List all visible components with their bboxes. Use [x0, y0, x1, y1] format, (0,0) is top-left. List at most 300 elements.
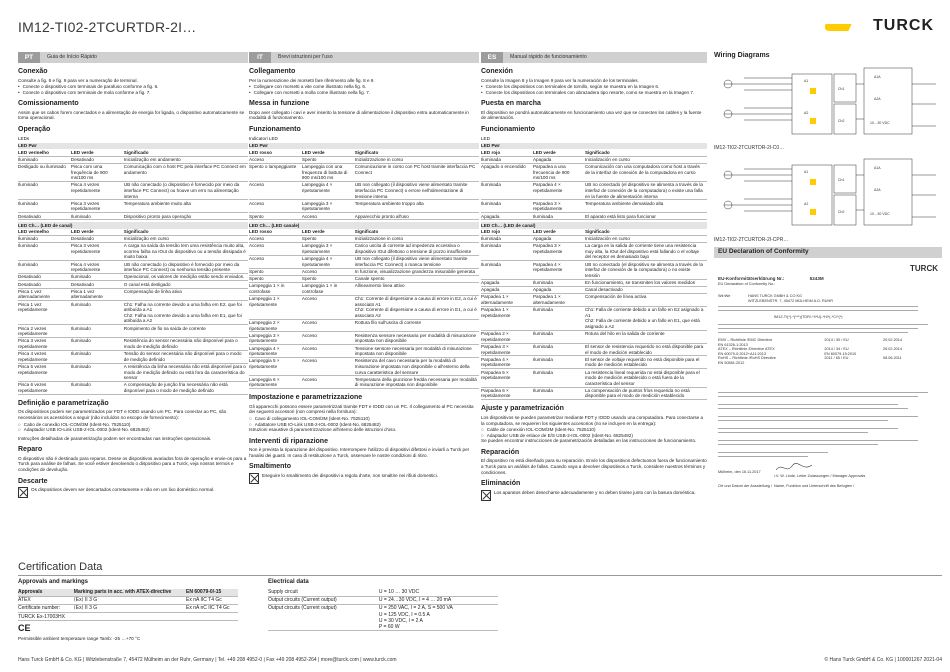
- paragraph: Eseguire lo smaltimento dei dispositivi a regola d'arte, non smaltire nei rifiuti domestici.: [262, 472, 439, 478]
- table-cell: El aparato está listo para funcionar: [584, 213, 656, 219]
- table-cell: Inicialização em andamento: [123, 156, 181, 162]
- table-cell: Pisca 1 vez alternadamente: [18, 288, 50, 300]
- table-row: [481, 235, 707, 242]
- table-row: [481, 343, 707, 356]
- table-row: [481, 356, 707, 369]
- table-cell: Apagada: [481, 280, 500, 286]
- table-row: [249, 163, 479, 181]
- table-header-cell: LED rojo: [481, 228, 501, 234]
- lang-code: IT: [249, 52, 271, 63]
- table-header-cell: LED vermelho: [18, 228, 49, 234]
- table-header-cell: Significado: [584, 228, 610, 234]
- table-cell: A resistência da linha necessária não está disponível para o modo de medição definido ou está fora da característica do sensor: [123, 363, 246, 381]
- table-cell: Spento: [301, 236, 317, 242]
- section-heading: Interventi di riparazione: [249, 437, 328, 445]
- table-cell: Iluminada: [532, 369, 553, 375]
- table-cell: Comunicação com o host PC pela interface PC Connect em andamento: [123, 164, 246, 175]
- eu-place: Mülheim, den 16.11.2017: [718, 469, 761, 474]
- eu-we: Wir/We: [718, 293, 731, 298]
- table-cell: Apagada: [481, 213, 500, 219]
- table-group-label: LED Ch… (LED de canal): [18, 222, 73, 228]
- table-cell: Pisca 2 vezes repetidamente: [18, 325, 48, 337]
- table-header-cell: LED rosso: [249, 228, 272, 234]
- table-cell: Iluminada: [481, 261, 501, 267]
- table-cell: Parpadea 3 × repetidamente: [532, 200, 563, 212]
- section-heading: Smaltimento: [249, 463, 292, 471]
- eu-title: EU-Konformitätserklärung Nr.:: [718, 275, 785, 281]
- table-row: [18, 200, 248, 213]
- table-row: [481, 294, 707, 307]
- table-row: [481, 369, 707, 387]
- table-cell: Comunicación con una computadora como host a través de la interfaz de conexión de la computadora en curso: [584, 164, 700, 175]
- eu-standard-cell: EN 60079-15:2010: [824, 351, 857, 356]
- approvals-cell: [74, 613, 186, 621]
- eu-product: IM12-TI(*)-*(***)(TDR/-*I/*U)-*H/*(-*C/*(*): [774, 314, 843, 319]
- table-cell: Lampeggia 4 × ripetutamente: [301, 182, 333, 193]
- electrical-body: [268, 589, 498, 631]
- table-cell: Pisca 3 vezes repetidamente: [18, 338, 48, 349]
- table-cell: Desativado: [70, 281, 94, 287]
- disposal-row: [18, 487, 248, 498]
- accessory-item: ○ Adaptador USB IO-Link USB-2-IOL-0002 (Ident-No. 6825482): [18, 427, 248, 433]
- table-cell: Spento: [301, 156, 317, 162]
- column-right: [714, 52, 942, 522]
- eu-logo: TURCK: [910, 263, 938, 273]
- table-cell: En funcionamiento, se transmiten los valores medidos: [584, 280, 695, 286]
- table-cell: Iluminada: [532, 356, 553, 362]
- section-heading: Eliminación: [481, 480, 521, 488]
- table-cell: Pisca 5 vezes repetidamente: [18, 363, 48, 375]
- table-cell: Ch1: Falla de corriente debido a un fallo en E2 asignado a A1 Ch2: Falla de corriente debido a un fallo en E1, que está asignado a A2: [584, 307, 704, 329]
- led-pwr-table: [481, 143, 707, 220]
- svg-text:A1A: A1A: [874, 166, 881, 171]
- table-cell: Acceso: [301, 319, 317, 325]
- table-cell: Rompimento de fio na saída de corrente: [123, 325, 206, 331]
- approvals-table: [18, 589, 238, 621]
- accessory-item: ○ Cavo di collegamento IOL-COM/3M (Ident-No. 7525110): [249, 416, 479, 422]
- led-pwr-table: [249, 143, 479, 220]
- table-cell: Temperatura ambiente muito alta: [123, 200, 191, 206]
- table-cell: Iluminado: [70, 213, 91, 219]
- table-cell: Iluminada: [532, 213, 553, 219]
- table-cell: Dispositivo pronto para operação: [123, 213, 192, 219]
- accessory-item: ○ Adaptador USB de enlace de E/S USB-2-IOL-0002 (Ident-No. 6825482): [481, 433, 707, 439]
- table-row: [18, 301, 248, 325]
- table-header-cell: LED verde: [301, 149, 325, 155]
- table-cell: Tensão do sensor necessária não disponível para o modo de medição definido: [123, 351, 242, 362]
- table-cell: Pisca 3 vezes repetidamente: [70, 243, 101, 254]
- table-cell: Parpadea 3 × repetidamente: [532, 243, 563, 254]
- table-row: [249, 282, 479, 295]
- table-cell: Acceso: [301, 268, 317, 274]
- svg-text:A2A: A2A: [874, 188, 881, 193]
- approvals-row: [18, 596, 238, 604]
- crossed-bin-icon: [249, 473, 259, 484]
- led-pwr-table: [18, 143, 248, 220]
- table-cell: Acceso: [301, 358, 317, 364]
- table-cell: Iluminado: [70, 363, 91, 369]
- table-cell: UB no conectado (el dispositivo se alimenta a través de la interfaz de conexión de la computadora) o no existe tensión: [584, 261, 703, 278]
- table-cell: Desativado: [18, 274, 41, 280]
- section-heading: Comissionamento: [18, 100, 79, 108]
- table-cell: Lampeggia con una frequenza di battuta di 900 ms/100 ms: [301, 164, 348, 181]
- table-cell: Iluminado: [70, 301, 91, 307]
- table-cell: Parpadea 1 × alternadamente: [481, 294, 513, 306]
- lang-bar-pt: [18, 52, 248, 63]
- table-cell: Iluminado: [18, 156, 38, 162]
- table-cell: Acceso: [301, 296, 317, 302]
- section-heading: Reparación: [481, 448, 520, 456]
- eu-standard-cell: ATEX – Richtlinie /Directive ATEX: [718, 347, 775, 352]
- table-cell: Parpadea a una frecuencia de 900 ms/100 ms: [532, 164, 570, 181]
- table-cell: El sensor de resistencia requerido no está disponible para el modo de medición establecido: [584, 343, 704, 355]
- table-cell: Lampeggia 3 × ripetutamente: [301, 243, 333, 254]
- section-heading: Reparo: [18, 446, 43, 454]
- table-cell: Lampeggia 1 × ripetutamente: [249, 296, 280, 307]
- table-cell: Comunicazione in corso con PC host tramite interfaccia PC Connect: [354, 164, 476, 175]
- section-heading: Impostazione e parametrizzazione: [249, 394, 363, 402]
- table-row: [481, 243, 707, 261]
- table-header-cell: LED rosso: [249, 149, 272, 155]
- table-row: [249, 243, 479, 256]
- section-heading: Messa in funzione: [249, 100, 310, 108]
- table-cell: Iluminado: [70, 351, 91, 357]
- table-header-row: [18, 229, 248, 236]
- lang-title: Guia de Início Rápido: [47, 54, 97, 61]
- bullet-list: [249, 84, 479, 95]
- table-cell: Acceso: [249, 200, 265, 206]
- table-cell: Desativado: [70, 156, 94, 162]
- table-cell: Pisca 1 vez alternadamente: [70, 288, 103, 300]
- table-row: [249, 275, 479, 282]
- table-row: [481, 330, 707, 343]
- eu-footer-2: Name, Funktion und Unterschrift des Befugten /: [774, 483, 855, 488]
- electrical-cell: U = 10 … 30 VDC: [378, 589, 420, 596]
- table-row: [481, 286, 707, 293]
- table-row: [18, 182, 248, 200]
- approvals-cell: TURCK Ex-17003HX: [18, 613, 65, 620]
- approvals-cell: ⟨Ex⟩ II 3 G: [73, 605, 98, 612]
- table-cell: Iluminado: [70, 382, 91, 388]
- table-cell: Parpadea 4 × repetidamente: [481, 356, 511, 368]
- table-cell: Spento: [249, 276, 264, 282]
- table-cell: Ch1: Corrente di dispersione a causa di errore in E2, a cui è associato A1 Ch2: Corrente di dispersione a causa di errore in E1, a cui è associato A2: [354, 296, 477, 318]
- table-header-cell: Significado: [584, 149, 610, 155]
- table-row: [18, 274, 248, 281]
- table-header-cell: LED verde: [532, 228, 556, 234]
- table-cell: Inizializzazione in corso: [354, 156, 404, 162]
- table-cell: Iluminada: [481, 156, 501, 162]
- approvals-row: [18, 604, 238, 612]
- table-cell: La resistencia lineal requerida no está disponible para el modo de medición establecido o está fuera de la característica del sensor: [584, 369, 700, 386]
- diagram-label: IM12-TI02-2TCURTDR-2I-CPR…: [714, 236, 789, 243]
- table-cell: El sensor de voltaje requerido no está disponible para el modo de medición establecido: [584, 356, 700, 368]
- table-row: [249, 376, 479, 389]
- table-row: [249, 213, 479, 220]
- table-cell: Lampeggia 3 × ripetutamente: [301, 200, 333, 212]
- table-header-row: [18, 149, 248, 156]
- accessory-list: [18, 422, 248, 433]
- table-row: [481, 279, 707, 286]
- table-cell: Acceso: [301, 376, 317, 382]
- temp-range: Permissible ambient temperature range Tamb: -25 …+70 °C: [18, 636, 141, 642]
- table-cell: Desligado ou iluminado: [18, 164, 66, 170]
- table-row: [481, 261, 707, 279]
- table-cell: Rottura filo sull'uscita di corrente: [354, 319, 422, 325]
- footer-address: Hans Turck GmbH & Co. KG | Witzlebenstraße 7, 45472 Mülheim an der Ruhr, Germany | Tel. +49 208 4952-0 | Fax +49 208 4952-264 | more@turck.com | www.turck.com: [18, 657, 397, 663]
- section-heading: Collegamento: [249, 68, 296, 75]
- table-cell: In funzione, visualizzazione grandezza misurabile generata: [354, 268, 476, 274]
- table-header-cell: LED verde: [70, 228, 94, 234]
- eu-company: HANS TURCK GMBH & CO KG: [748, 293, 802, 298]
- accessory-item: ○ Adattatore USB IO-Link USB-2-IOL-0002 (Ident-No. 6825482): [249, 422, 479, 428]
- paragraph: Assim que os cabos forem conectados e a alimentação de energia for ligada, o dispositivo automaticamente se torna operacional.: [18, 109, 245, 121]
- table-row: [249, 156, 479, 163]
- cert-title: Certification Data: [18, 561, 942, 576]
- table-group-label: LED Ch… (LED canale): [249, 222, 300, 228]
- table-cell: Iluminado: [18, 261, 38, 267]
- table-row: [18, 163, 248, 181]
- table-header-cell: Significado: [123, 228, 149, 234]
- section-heading: Operação: [18, 126, 51, 134]
- ce-mark: CE: [18, 623, 31, 634]
- table-row: [249, 295, 479, 319]
- svg-text:Ch1: Ch1: [838, 86, 845, 91]
- approvals-cell: [186, 613, 238, 621]
- table-cell: La compensación de puntos fríos requerida no está disponible para el modo de medición establecido: [584, 387, 690, 399]
- electrical-cell: Supply circuit: [268, 589, 298, 596]
- paragraph: Per la numerazione dei morsetti fare riferimento alle fig. 8 e 9.: [249, 77, 375, 83]
- svg-text:A2: A2: [804, 202, 809, 207]
- wiring-diagram-2: [714, 155, 942, 233]
- eu-standard-cell: RoHS – Richtlinie /RoHS Directive: [718, 356, 776, 361]
- table-cell: UB non collegato (il dispositivo viene alimentato tramite interfaccia PC Connect) o manca tensione: [354, 256, 468, 267]
- table-header-cell: Significato: [354, 228, 379, 234]
- table-row: [249, 255, 479, 268]
- table-cell: Acceso: [249, 156, 265, 162]
- table-row: [18, 261, 248, 274]
- column-es: [481, 52, 707, 501]
- table-header-cell: LED vermelho: [18, 149, 49, 155]
- section-heading: Funcionamiento: [481, 126, 536, 134]
- accessory-item: ○ Cabo de conexão IOL-COM/3M (Ident-No. 7525110): [18, 422, 248, 428]
- table-cell: Iluminado: [18, 243, 38, 249]
- approvals-header: EN 60079-0/-15: [186, 589, 222, 596]
- table-cell: Iluminado: [18, 200, 38, 206]
- electrical-cell: Output circuits (Current output): [268, 597, 337, 604]
- table-row: [481, 200, 707, 213]
- certification-section: [18, 561, 942, 642]
- electrical-row: [268, 596, 498, 604]
- table-cell: Iluminada: [532, 280, 553, 286]
- table-header-cell: LED verde: [532, 149, 556, 155]
- table-row: [481, 156, 707, 163]
- section-heading: Descarte: [18, 477, 48, 485]
- eu-standard-cell: 2014 / 34 / EU: [824, 347, 849, 352]
- table-cell: Lampeggia 4 × ripetutamente: [301, 256, 333, 267]
- table-cell: Iluminado: [18, 236, 38, 242]
- table-cell: Temperatura ambiente troppo alta: [354, 200, 424, 206]
- table-cell: Ch1: Falha na corrente devido a uma falha em E2, que foi atribuída a A1 Ch2: Falha na corrente devido a uma falha em E1, que foi atribuída a A2: [123, 301, 242, 324]
- table-cell: Acceso: [301, 345, 317, 351]
- eu-standard-cell: EN 60079-0:2012+A11:2013: [718, 351, 766, 356]
- table-cell: Acceso: [249, 236, 265, 242]
- table-cell: Iluminado: [70, 325, 91, 331]
- paragraph: Consulte la Imagen 8 y la Imagen 9 para ver la numeración de los terminales.: [481, 77, 639, 83]
- bullet-item: • Collegare con morsetti a molla come illustrato nella fig. 7.: [249, 90, 479, 96]
- table-cell: Iluminada: [481, 236, 501, 242]
- table-row: [481, 163, 707, 181]
- table-cell: Spento o lampeggiante: [249, 164, 297, 170]
- eu-standard-cell: [824, 361, 883, 366]
- approvals-block: [18, 579, 238, 641]
- table-row: [18, 350, 248, 363]
- sub-label: LED: [481, 135, 490, 141]
- disposal-row: [481, 490, 707, 501]
- table-cell: Temperatura della giunzione fredda necessaria per modalità di misurazione impostata non disponibile: [354, 376, 477, 388]
- paragraph: El dispositivo no está diseñado para su reparación. Envíe los dispositivos defectuosos fuera de funcionamiento a Turck para un análisis de fallas. Cuando vaya a devolver dispositivos a Turck, considere nuestros términos y condiciones.: [481, 458, 707, 475]
- table-group-label: LED Pwr: [249, 143, 268, 149]
- table-cell: Iluminada: [532, 331, 553, 337]
- electrical-row: [268, 604, 498, 630]
- crossed-bin-icon: [18, 487, 28, 498]
- lang-bar-es: [481, 52, 707, 63]
- table-header-row: [481, 149, 707, 156]
- table-row: [18, 243, 248, 261]
- lang-code: ES: [481, 52, 503, 63]
- section-heading: Conexão: [18, 68, 48, 75]
- table-cell: Iluminada: [532, 307, 553, 313]
- table-header-cell: LED verde: [70, 149, 94, 155]
- table-cell: Iluminada: [481, 243, 501, 249]
- electrical-table: [268, 589, 498, 632]
- table-cell: Compensação de linha ativa: [123, 288, 182, 294]
- table-cell: Pisca 4 vezes repetidamente: [18, 351, 48, 362]
- eu-address: WITZLEBENSTR. 7, 45472 MÜLHEIM A.D. RUHR: [748, 298, 834, 303]
- eu-number: 5243M: [809, 275, 824, 281]
- svg-text:Ch1: Ch1: [838, 178, 845, 183]
- table-header-cell: LED verde: [301, 228, 325, 234]
- table-cell: Operacional, os valores de medição estão sendo enviados.: [123, 274, 245, 280]
- page-footer: [18, 657, 942, 663]
- svg-text:10…30 VDC: 10…30 VDC: [870, 120, 890, 125]
- svg-text:Ch2: Ch2: [838, 210, 845, 215]
- accessory-item: ○ Cable de conexión IOL-COM/3M (Ident-No. 7525110): [481, 427, 707, 433]
- approvals-header: Approvals: [18, 589, 43, 596]
- table-cell: Iluminado: [18, 182, 38, 188]
- table-cell: Desativado: [18, 213, 41, 219]
- turck-logo: TURCK: [873, 17, 934, 34]
- table-row: [18, 213, 248, 220]
- paragraph: Dopo aver collegato i cavi e aver inserito la tensione di alimentazione il dispositivo entra automaticamente in modalità di funzionamento.: [249, 109, 469, 121]
- table-cell: Parpadea 5 × repetidamente: [481, 369, 511, 381]
- bullet-list: [18, 84, 248, 95]
- approvals-body: [18, 596, 238, 620]
- table-cell: Apagada: [532, 156, 552, 162]
- paragraph: O dispositivo não é destinado para reparos. Desse os dispositivos avariados fora de operação e envie-os para a Turck para análise de falhas. Se você estiver devolvendo o dispositivo para a Turck, veja nossos termos e condições de devolução.: [18, 455, 247, 472]
- wiring-diagram-1: [714, 64, 942, 142]
- table-cell: A carga na saída da tensão tem uma resistência muito alta, ocorreu falha na IOut do dispositivo ou a tensão dissipada é muito baixa: [123, 243, 246, 260]
- paragraph: El dispositivo se pondrá automáticamente en funcionamiento una vez que se conecten los cables y la fuente de alimentación.: [481, 109, 702, 121]
- bullet-item: • Conecte los dispositivos con terminales de tornillo, según se muestra en la Imagen 6.: [481, 84, 707, 90]
- svg-text:A1: A1: [804, 170, 809, 175]
- table-header-row: [249, 149, 479, 156]
- eu-standard-cell: EN 50581:2012: [718, 361, 745, 366]
- table-header-row: [249, 229, 479, 236]
- table-cell: UB no conectado (el dispositivo se alimenta a través de la interfaz de conexión de la computadora) o existe una falla en la fuente de alimentación interna: [584, 182, 703, 199]
- table-cell: Spento: [249, 268, 264, 274]
- paragraph: Los dispositivos se pueden parametrizar mediante FDT y IODD usando una computadora. Para conectarse a la computadora, se requieren los siguientes accesorios (no se incluyen en la entrega):: [481, 414, 704, 426]
- table-cell: Inizializzazione in corso: [354, 236, 404, 242]
- electrical-cell: U = 24…30 VDC, I = 4 … 20 mA: [378, 597, 452, 604]
- table-row: [18, 325, 248, 338]
- table-row: [481, 306, 707, 330]
- led-ch-table: [249, 222, 479, 389]
- diagram-label: IM12-TI02-2TCURTDR-2I-C0…: [714, 145, 785, 152]
- column-pt: [18, 52, 248, 498]
- table-cell: Lampeggia 6 × ripetutamente: [249, 376, 280, 388]
- table-cell: Acceso: [249, 182, 265, 188]
- table-row: [249, 200, 479, 213]
- table-cell: Resistenza del cavo necessaria per la modalità di misurazione impostata non disponibile o all'esterno della curva caratteristica del sensore: [354, 358, 470, 375]
- table-cell: Acceso: [301, 213, 317, 219]
- table-row: [18, 363, 248, 381]
- table-cell: Lampeggia 4 × ripetutamente: [249, 345, 280, 357]
- approvals-cell: Ex nA IIC T4 Gc: [186, 597, 222, 604]
- eu-standard-cell: EN 61326-1:2013: [718, 342, 748, 347]
- table-row: [18, 288, 248, 301]
- table-cell: Pisca 1 vez repetidamente: [18, 301, 48, 313]
- column-it: [249, 52, 479, 484]
- table-cell: Spento: [301, 276, 317, 282]
- approvals-cell: ATEX: [18, 597, 31, 604]
- paragraph: Gli apparecchi possono essere parametrizzati tramite FDT e IODD con un PC. Il collegamento al PC necessita dei seguenti accessori (non compresi nella fornitura):: [249, 403, 474, 415]
- led-ch-table: [481, 222, 707, 400]
- table-row: [249, 358, 479, 376]
- eu-heading: EU Declaration of Conformity: [714, 247, 942, 258]
- table-cell: Apagado o encendido: [481, 164, 526, 170]
- paragraph: Los aparatos deben desecharse adecuadamente y no deben tirarse junto con la basura doméstica.: [494, 489, 696, 495]
- footer-copyright: © Hans Turck GmbH & Co. KG | 100001267 2021-04: [824, 657, 942, 663]
- eu-standard-cell: 2014 / 30 / EU: [824, 337, 849, 342]
- table-cell: O canal está desligado: [123, 281, 171, 287]
- svg-text:10…30 VDC: 10…30 VDC: [870, 212, 890, 217]
- table-cell: Parpadea 1 × repetidamente: [481, 307, 511, 318]
- table-cell: Lampeggia 1 × in controfase: [301, 283, 338, 294]
- lang-bar-it: [249, 52, 479, 63]
- table-cell: Iluminada: [481, 182, 501, 188]
- table-row: [249, 345, 479, 358]
- table-cell: Apagada: [532, 236, 552, 242]
- approvals-row: [18, 613, 238, 621]
- table-group-label: LED Pwr: [481, 143, 500, 149]
- eu-standard-cell: 2011 / 65 / EU: [824, 356, 849, 361]
- section-heading: Puesta en marcha: [481, 100, 541, 108]
- table-cell: UB não conectado (o dispositivo é fornecido por meio da interface PC Connect) ou nenhuma tensão presente: [123, 261, 240, 273]
- table-cell: Apagada: [532, 287, 552, 293]
- table-cell: Iluminada: [532, 343, 553, 349]
- paragraph: Os dispositivos devem ser descartados corretamente e não em um lixo doméstico normal.: [31, 487, 215, 493]
- table-header-row: [481, 229, 707, 236]
- paragraph: Instruções detalhadas de parametrização podem ser encontradas nas instruções operacionais.: [18, 435, 212, 441]
- section-heading: Conexión: [481, 68, 513, 75]
- sub-label: Indicatori LED: [249, 135, 278, 141]
- paragraph: Consulte a fig. 8 e fig. 9 para ver a numeração de terminal.: [18, 77, 138, 83]
- table-row: [249, 268, 479, 275]
- table-header-cell: Significado: [123, 149, 149, 155]
- table-row: [18, 382, 248, 395]
- section-heading: Definição e parametrização: [18, 399, 109, 407]
